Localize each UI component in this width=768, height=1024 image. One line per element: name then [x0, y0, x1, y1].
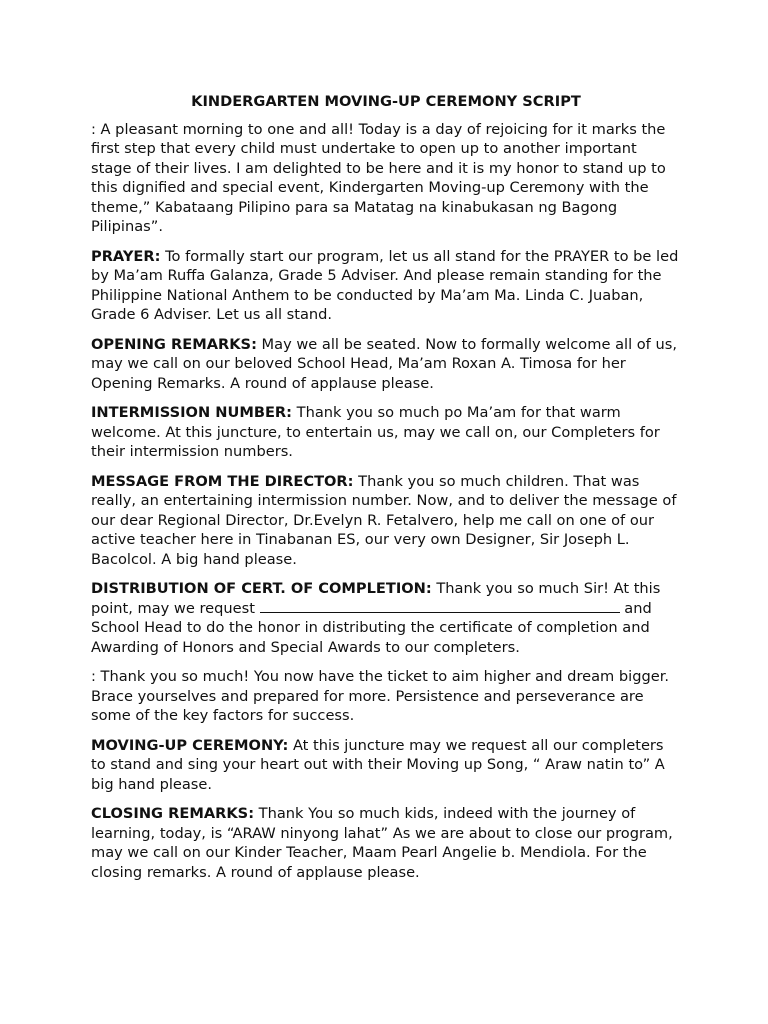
paragraph-opening-greeting — [91, 120, 681, 237]
paragraph-thank-you-completers — [91, 667, 681, 726]
section-label-intermission-number: INTERMISSION NUMBER: — [91, 404, 293, 421]
paragraph-opening-remarks — [91, 335, 681, 394]
paragraph-text: Thank you so much children. That was really, an entertaining intermission number. Now, and to deliver the message of our dear Regional Director, Dr.Evelyn R. Fetalvero, help me call on one of our active teacher here in Tinabanan ES, our very own Designer, Sir Joseph L. Bacolcol. A big hand please. — [91, 472, 677, 568]
paragraph-moving-up-ceremony — [91, 736, 681, 795]
section-label-opening-remarks: OPENING REMARKS: — [91, 335, 257, 353]
paragraph-intermission-number — [91, 403, 681, 462]
document-title: KINDERGARTEN MOVING-UP CEREMONY SCRIPT — [191, 93, 581, 110]
paragraph-text: At this juncture may we request all our completers to stand and sing your heart out with their Moving up Song, “ Araw natin to” A big hand please. — [91, 736, 665, 793]
paragraph-distribution-certificates — [91, 579, 681, 657]
paragraph-text-continued: and School Head to do the honor in distributing the certificate of completion and Awarding of Honors and Special Awards to our completers. — [91, 599, 652, 656]
paragraph-closing-remarks — [91, 804, 681, 882]
paragraph-message-from-director — [91, 472, 681, 570]
paragraph-text: Thank you so much Sir! At this point, may we request — [91, 580, 661, 617]
paragraph-prayer — [91, 247, 681, 325]
section-label-distribution: DISTRIBUTION OF CERT. OF COMPLETION: — [91, 580, 432, 597]
section-label-prayer: PRAYER: — [91, 247, 161, 265]
paragraph-text: Thank You so much kids, indeed with the journey of learning, today, is “ARAW ninyong lahat” As we are about to close our program, may we call on our Kinder Teacher, Maam Pearl Angelie b. Mendiola. For the closing remarks. A round of applause please. — [91, 805, 673, 881]
paragraph-text: : Thank you so much! You now have the ticket to aim higher and dream bigger. Brace yourselves and prepared for more. Persistence and perseverance are some of the key factors for success. — [91, 668, 670, 724]
document-body — [91, 92, 681, 892]
paragraph-text: Thank you so much po Ma’am for that warm welcome. At this juncture, to entertain us, may we call on, our Completers for their intermission numbers. — [91, 404, 660, 460]
section-label-message-from-director: MESSAGE FROM THE DIRECTOR: — [91, 472, 354, 490]
paragraph-text: : A pleasant morning to one and all! Today is a day of rejoicing for it marks the first step that every child must undertake to open up to another important stage of their lives. I am delighted to be here and it is my honor to stand up to this dignified and special event, Kindergarten Moving-up Ceremony with the theme,” Kabataang Pilipino para sa Matatag na kinabukasan ng Bagong Pilipinas”. — [91, 120, 666, 235]
paragraph-text: To formally start our program, let us all stand for the PRAYER to be led by Ma’am Ruffa Galanza, Grade 5 Adviser. And please remain standing for the Philippine National Anthem to be conducted by Ma’am Ma. Linda C. Juaban, Grade 6 Adviser. Let us all stand. — [91, 247, 679, 323]
section-label-moving-up-ceremony: MOVING-UP CEREMONY: — [91, 736, 289, 754]
section-label-closing-remarks: CLOSING REMARKS: — [91, 805, 255, 822]
fill-in-blank-line — [260, 600, 620, 613]
paragraph-text: May we all be seated. Now to formally welcome all of us, may we call on our beloved School Head, Ma’am Roxan A. Timosa for her Opening Remarks. A round of applause please. — [91, 335, 677, 392]
